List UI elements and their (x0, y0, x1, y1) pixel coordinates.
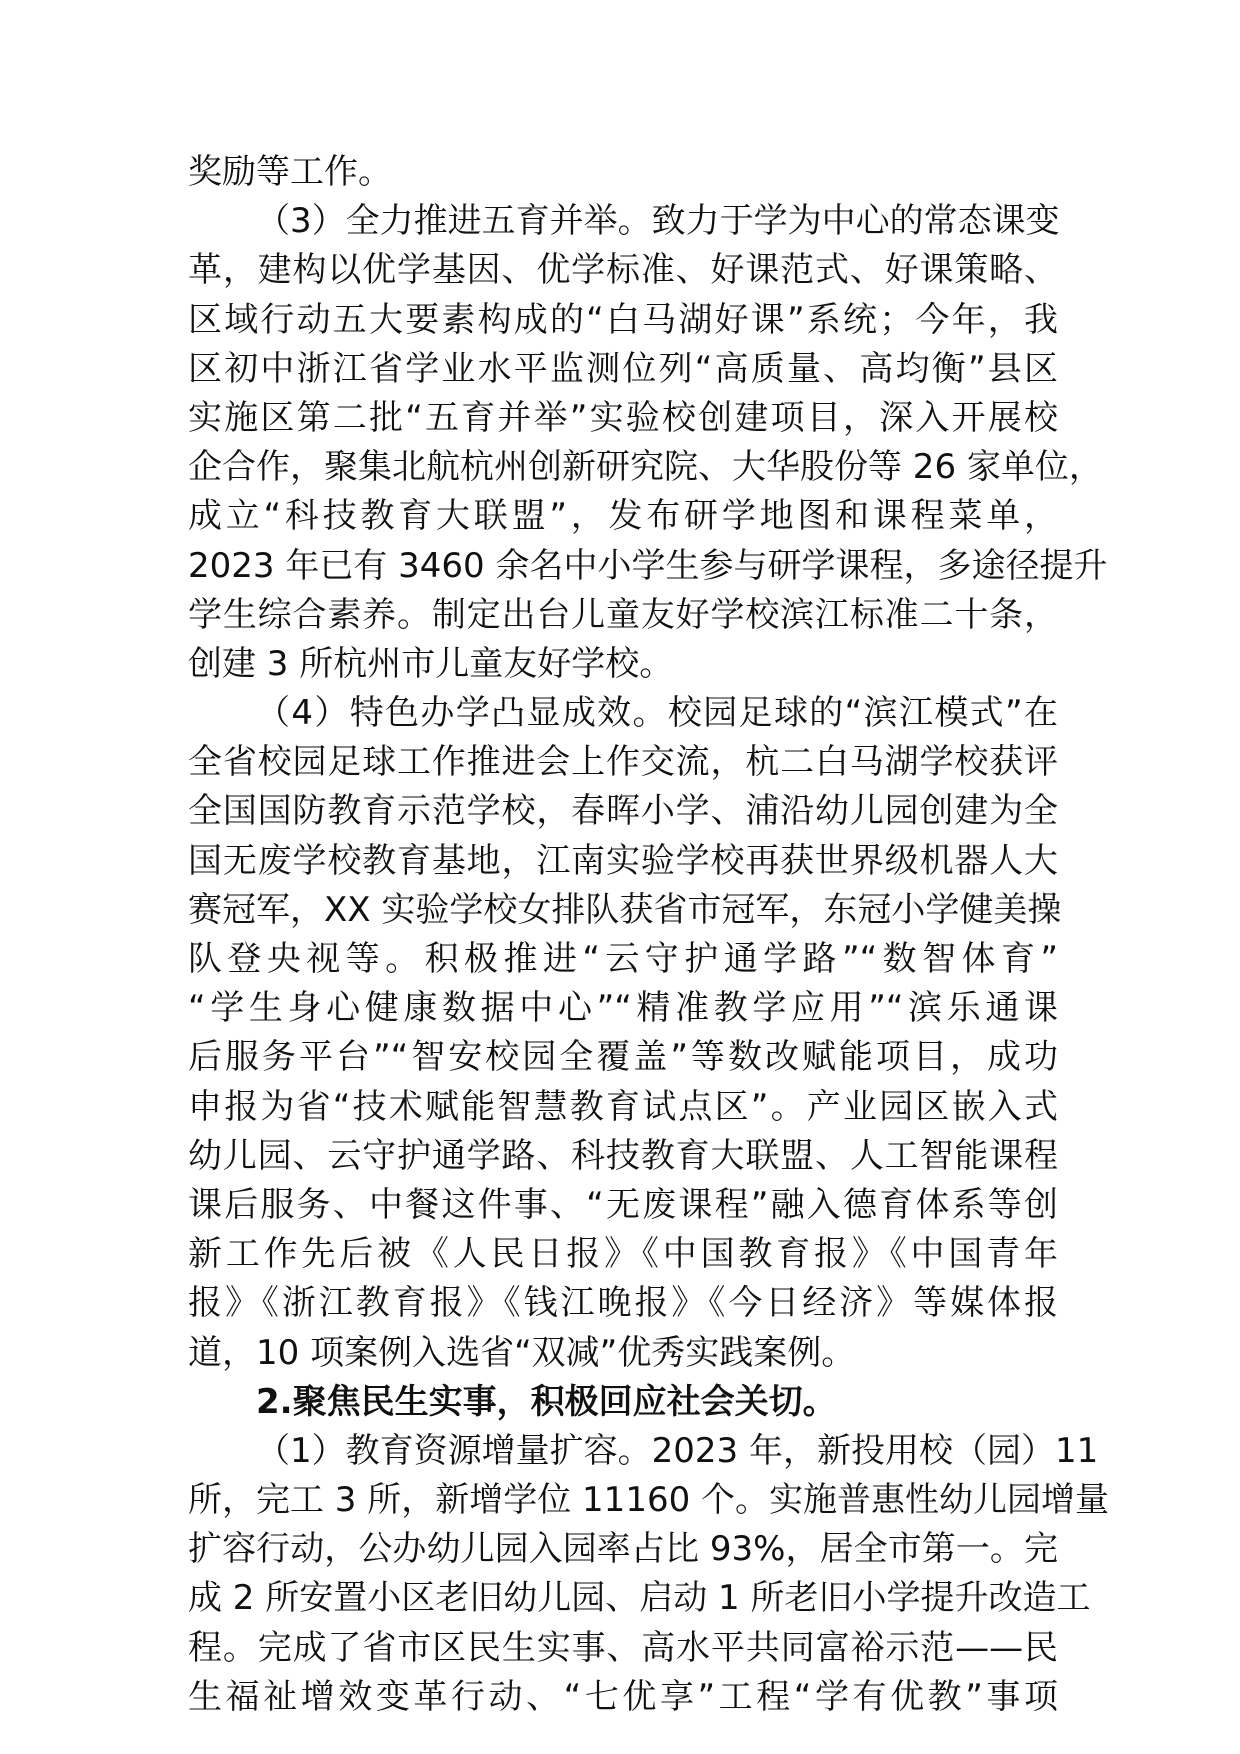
body-line: 队登央视等。积极推进“云守护通学路”“数智体育” (188, 939, 1058, 979)
body-line: 2023 年已有 3460 余名中小学生参与研学课程，多途径提升 (188, 545, 1108, 586)
body-line: 国无废学校教育基地，江南实验学校再获世界级机器人大 (188, 840, 1058, 881)
document-page (188, 148, 1110, 1722)
body-line: 所，完工 3 所，新增学位 11160 个。实施普惠性幼儿园增量 (188, 1480, 1110, 1521)
body-line: 成 2 所安置小区老旧幼儿园、启动 1 所老旧小学提升改造工 (188, 1578, 1091, 1619)
body-line: 新工作先后被《人民日报》《中国教育报》《中国青年 (188, 1234, 1058, 1275)
body-line: 后服务平台”“智安校园全覆盖”等数改赋能项目，成功 (188, 1037, 1058, 1078)
section-heading: 2.聚焦民生实事，积极回应社会关切。 (256, 1381, 837, 1422)
paragraph-1-start: （1）教育资源增量扩容。2023 年，新投用校（园）11 (256, 1430, 1099, 1471)
body-line: 学生综合素养。制定出台儿童友好学校滨江标准二十条， (188, 594, 1058, 635)
body-line: 申报为省“技术赋能智慧教育试点区”。产业园区嵌入式 (188, 1086, 1058, 1127)
body-line: 革，建构以优学基因、优学标准、好课范式、好课策略、 (188, 250, 1058, 291)
body-line: 扩容行动，公办幼儿园入园率占比 93%，居全市第一。完 (188, 1529, 1058, 1570)
body-line: 赛冠军，XX 实验学校女排队获省市冠军，东冠小学健美操 (188, 889, 1062, 930)
body-line: 程。完成了省市区民生实事、高水平共同富裕示范——民 (188, 1627, 1058, 1668)
paragraph-3-start: （3）全力推进五育并举。致力于学为中心的常态课变 (256, 201, 1060, 242)
body-line: 课后服务、中餐这件事、“无废课程”融入德育体系等创 (188, 1184, 1058, 1225)
body-line: 企合作，聚集北航杭州创新研究院、大华股份等 26 家单位， (188, 447, 1103, 488)
body-line: 区域行动五大要素构成的“白马湖好课”系统；今年，我 (188, 299, 1058, 340)
body-line: 奖励等工作。 (188, 152, 392, 192)
body-line: 幼儿园、云守护通学路、科技教育大联盟、人工智能课程 (188, 1135, 1058, 1176)
paragraph-4-start: （4）特色办学凸显成效。校园足球的“滨江模式”在 (256, 693, 1058, 734)
body-line: “学生身心健康数据中心”“精准教学应用”“滨乐通课 (188, 988, 1058, 1029)
body-line: 报》《浙江教育报》《钱江晚报》《今日经济》等媒体报 (188, 1283, 1058, 1324)
body-line: 全国国防教育示范学校，春晖小学、浦沿幼儿园创建为全 (188, 791, 1058, 832)
body-line: 全省校园足球工作推进会上作交流，杭二白马湖学校获评 (188, 742, 1058, 783)
body-line: 创建 3 所杭州市儿童友好学校。 (188, 643, 674, 684)
body-line: 道，10 项案例入选省“双减”优秀实践案例。 (188, 1332, 856, 1373)
body-line: 生福祉增效变革行动、“七优享”工程“学有优教”事项 (188, 1676, 1058, 1717)
body-line: 实施区第二批“五育并举”实验校创建项目，深入开展校 (188, 397, 1058, 438)
body-line: 成立“科技教育大联盟”，发布研学地图和课程菜单， (188, 496, 1058, 537)
body-line: 区初中浙江省学业水平监测位列“高质量、高均衡”县区 (188, 348, 1058, 389)
